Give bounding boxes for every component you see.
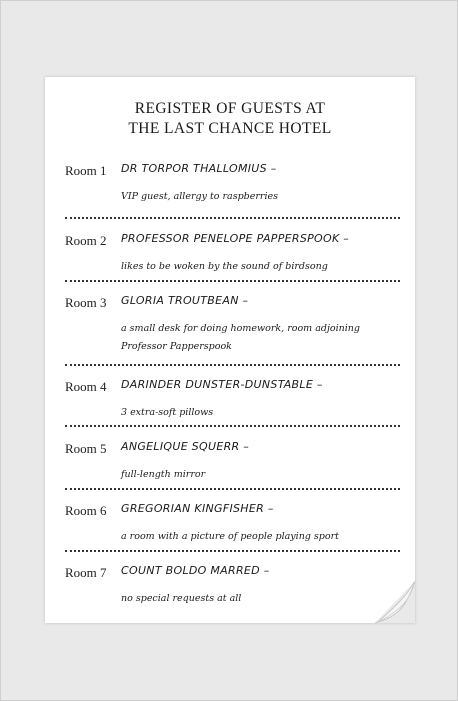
room-label: Room 7 [65,565,107,580]
dotted-divider [65,280,400,282]
guest-register-sheet [45,77,415,623]
guest-name: GREGORIAN KINGFISHER – [121,502,274,515]
guest-name: ANGELIQUE SQUERR – [121,440,250,453]
dotted-divider [65,425,400,427]
dotted-divider [65,488,400,490]
guest-name: PROFESSOR PENELOPE PAPPERSPOOK – [121,232,350,245]
room-label: Room 6 [65,503,107,518]
guest-note: full-length mirror [121,469,206,480]
guest-name: DR TORPOR THALLOMIUS – [121,162,277,175]
guest-note: a room with a picture of people playing sport [121,531,339,542]
room-label: Room 5 [65,441,107,456]
dotted-divider [65,364,400,366]
guest-note: a small desk for doing homework, room adjoining Professor Papperspook [121,323,361,352]
room-label: Room 2 [65,233,107,248]
room-label: Room 4 [65,379,107,394]
guest-note: no special requests at all [121,593,242,604]
guest-note: VIP guest, allergy to raspberries [121,191,278,202]
page-curl-icon [375,581,415,623]
guest-note: likes to be woken by the sound of birdsong [121,261,328,272]
room-label: Room 3 [65,295,107,310]
guest-name: DARINDER DUNSTER-DUNSTABLE – [121,378,323,391]
title-line-1: REGISTER OF GUESTS AT [134,100,326,117]
register-title [45,99,415,139]
title-line-2: THE LAST CHANCE HOTEL [128,120,332,137]
guest-name: GLORIA TROUTBEAN – [121,294,249,307]
dotted-divider [65,217,400,219]
guest-note: 3 extra-soft pillows [121,407,214,418]
guest-name: COUNT BOLDO MARRED – [121,564,270,577]
room-label: Room 1 [65,163,107,178]
dotted-divider [65,550,400,552]
